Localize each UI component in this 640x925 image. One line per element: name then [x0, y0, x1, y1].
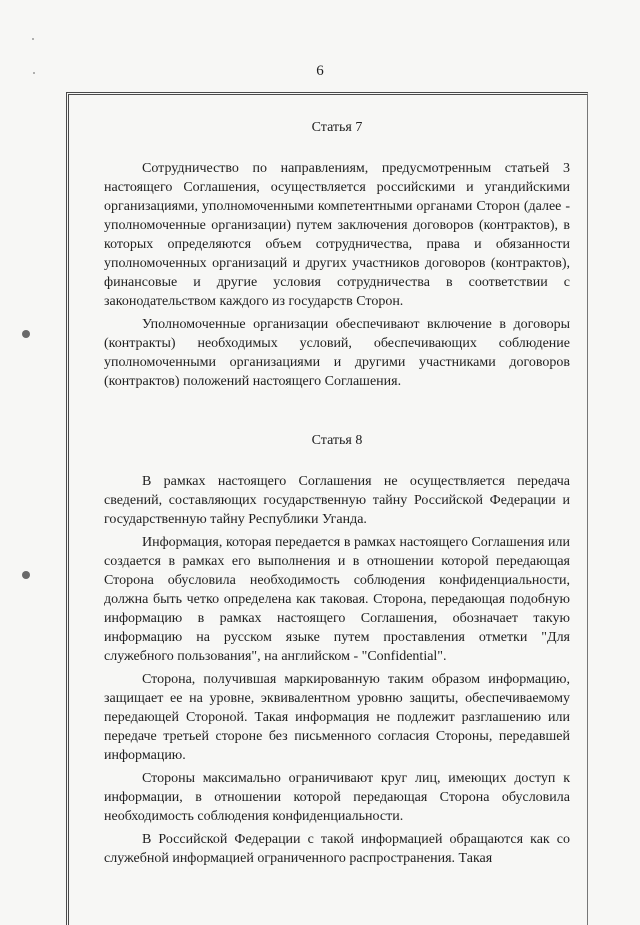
- paragraph: В Российской Федерации с такой информацией обращаются как со служебной информацией ограниченного распространения. Такая: [104, 832, 570, 866]
- article-8: [104, 431, 570, 868]
- document-body: [104, 118, 570, 872]
- page-number: 6: [316, 63, 324, 79]
- scan-speck: [32, 38, 34, 40]
- binding-hole-mark: [22, 330, 30, 338]
- binding-hole-mark: [22, 571, 30, 579]
- paragraph: Сотрудничество по направлениям, предусмотренным статьей 3 настоящего Соглашения, осуществляется российскими и угандийскими организациями, уполномоченными компетентными органами Сторон (далее - уполномоченные организации) путем заключения договоров (контрактов), в которых определяются объем сотрудничества, права и обязанности уполномоченных организаций и других участников договоров (контрактов), финансовые и другие условия сотрудничества в соответствии с законодательством каждого из государств Сторон.: [104, 161, 570, 309]
- paragraph: Информация, которая передается в рамках настоящего Соглашения или создается в рамках его выполнения и в отношении которой передающая Сторона обусловила необходимость соблюдения конфиденциальности, должна быть четко определена как таковая. Сторона, передающая подобную информацию в рамках настоящего Соглашения, обозначает такую информацию на русском языке путем проставления отметки "Для служебного пользования", на английском - "Confidential".: [104, 535, 570, 664]
- paragraph: В рамках настоящего Соглашения не осуществляется передача сведений, составляющих государственную тайну Российской Федерации и государственную тайну Республики Уганда.: [104, 474, 570, 527]
- paragraph: Стороны максимально ограничивают круг лиц, имеющих доступ к информации, в отношении которой передающая Сторона обусловила необходимость соблюдения конфиденциальности.: [104, 771, 570, 824]
- article-7: [104, 118, 570, 391]
- article-heading: Статья 8: [311, 433, 363, 448]
- paragraph: Уполномоченные организации обеспечивают включение в договоры (контракты) необходимых условий, обеспечивающих соблюдение уполномоченными организациями и другими участниками договоров (контрактов) положений настоящего Соглашения.: [104, 317, 570, 389]
- paragraph: Сторона, получившая маркированную таким образом информацию, защищает ее на уровне, эквивалентном уровню защиты, обеспечиваемому передающей Стороной. Такая информация не подлежит разглашению или передаче третьей стороне без письменного согласия Стороны, передавшей информацию.: [104, 672, 570, 763]
- article-heading: Статья 7: [311, 120, 363, 135]
